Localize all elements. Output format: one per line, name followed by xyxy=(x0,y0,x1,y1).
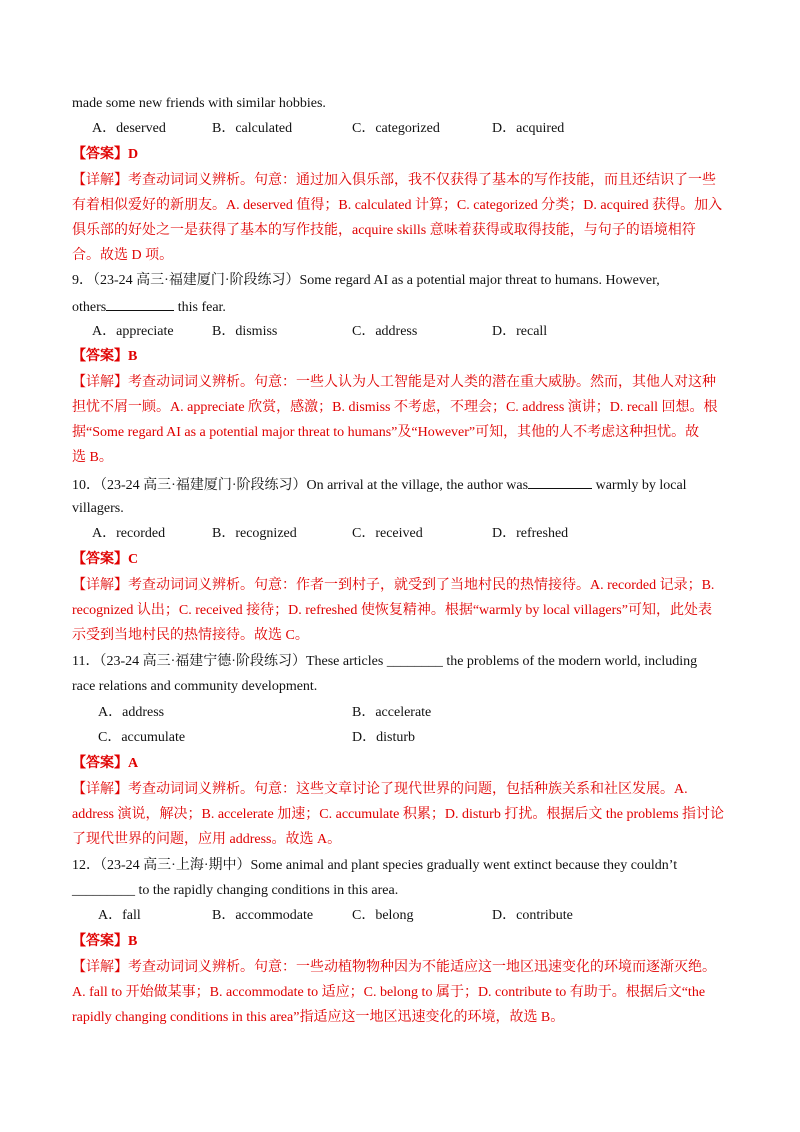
q9-option-a: A．appreciate xyxy=(92,324,174,339)
q10-option-c: C．received xyxy=(352,526,423,541)
q8-option-c: C．categorized xyxy=(352,121,440,136)
q9-explain-line: 选 B。 xyxy=(72,450,113,465)
q9-option-d: D．recall xyxy=(492,324,548,339)
q9-answer: 【答案】B xyxy=(72,349,138,364)
q11-option-a: A．address xyxy=(98,705,165,720)
q10-text-pre: 10．（23-24 高三·福建厦门·阶段练习）On arrival at the village, the author was xyxy=(72,478,529,493)
q11-option-b: B．accelerate xyxy=(352,705,432,720)
q11-option-d: D．disturb xyxy=(352,730,415,745)
q10-explain-line: recognized 认出；C. received 接待；D. refreshed 使恢复精神。根据“warmly by local villagers”可知，此处表 xyxy=(72,603,712,618)
q10-answer-blank xyxy=(528,474,592,489)
q11-question-line-2: race relations and community development. xyxy=(72,679,318,694)
q10-answer: 【答案】C xyxy=(72,552,139,567)
intro-line: made some new friends with similar hobbies. xyxy=(72,96,326,111)
q12-explain-line: 【详解】考查动词词义辨析。句意：一些动植物物种因为不能适应这一地区迅速变化的环境而逐渐灭绝。 xyxy=(72,960,716,975)
q8-explain-line: 【详解】考查动词词义辨析。句意：通过加入俱乐部，我不仅获得了基本的写作技能，而且还结识了一些 xyxy=(72,173,716,188)
q10-option-d: D．refreshed xyxy=(492,526,569,541)
q8-explain-line: 有着相似爱好的新朋友。A. deserved 值得；B. calculated 计算；C. categorized 分类；D. acquired 获得。加入 xyxy=(72,198,723,213)
q12-explain-line: rapidly changing conditions in this area”指适应这一地区迅速变化的环境，故选 B。 xyxy=(72,1010,565,1025)
q12-question-line: 12．（23-24 高三·上海·期中）Some animal and plant species gradually went extinct because they couldn’t xyxy=(72,858,678,873)
q9-question-line: 9．（23-24 高三·福建厦门·阶段练习）Some regard AI as a potential major threat to humans. However, xyxy=(72,273,660,288)
q12-option-b: B．accommodate xyxy=(212,908,314,923)
q10-text-post: warmly by local xyxy=(592,478,687,493)
q12-option-c: C．belong xyxy=(352,908,414,923)
q9-text-post: this fear. xyxy=(174,300,226,315)
q9-option-c: C．address xyxy=(352,324,418,339)
q11-explain-line: 了现代世界的问题，应用 address。故选 A。 xyxy=(72,832,342,847)
q10-question-line-2: villagers. xyxy=(72,501,124,516)
q9-answer-blank xyxy=(106,296,174,311)
q10-option-b: B．recognized xyxy=(212,526,297,541)
q10-option-a: A．recorded xyxy=(92,526,166,541)
q8-option-a: A．deserved xyxy=(92,121,166,136)
q8-explain-line: 俱乐部的好处之一是获得了基本的写作技能，acquire skills 意味着获得或取得技能，与句子的语境相符 xyxy=(72,223,696,238)
q8-option-d: D．acquired xyxy=(492,121,565,136)
q9-explain-line: 据“Some regard AI as a potential major threat to humans”及“However”可知，其他的人不考虑这种担忧。故 xyxy=(72,425,700,440)
q8-explain-line: 合。故选 D 项。 xyxy=(72,248,174,263)
q11-question-line: 11．（23-24 高三·福建宁德·阶段练习）These articles ________ the problems of the modern world, including xyxy=(72,654,698,669)
q8-option-b: B．calculated xyxy=(212,121,293,136)
q10-question-line xyxy=(72,474,687,496)
q11-option-c: C．accumulate xyxy=(98,730,186,745)
q11-explain-line: address 演说，解决；B. accelerate 加速；C. accumulate 积累；D. disturb 打扰。根据后文 the problems 指讨论 xyxy=(72,807,725,822)
q11-answer: 【答案】A xyxy=(72,756,139,771)
q9-option-b: B．dismiss xyxy=(212,324,278,339)
q9-explain-line: 【详解】考查动词词义辨析。句意：一些人认为人工智能是对人类的潜在重大威胁。然而，其他人对这种 xyxy=(72,375,716,390)
q12-explain-line: A. fall to 开始做某事；B. accommodate to 适应；C. belong to 属于；D. contribute to 有助于。根据后文“the xyxy=(72,985,706,1000)
q12-option-d: D．contribute xyxy=(492,908,573,923)
q12-option-a: A．fall xyxy=(98,908,141,923)
q10-explain-line: 示受到当地村民的热情接待。故选 C。 xyxy=(72,628,309,643)
q8-answer: 【答案】D xyxy=(72,147,139,162)
q12-question-line-2: _________ to the rapidly changing conditions in this area. xyxy=(72,883,399,898)
q9-explain-line: 担忧不屑一顾。A. appreciate 欣赏，感激；B. dismiss 不考虑，不理会；C. address 演讲；D. recall 回想。根 xyxy=(72,400,718,415)
q11-explain-line: 【详解】考查动词词义辨析。句意：这些文章讨论了现代世界的问题，包括种族关系和社区发展。A. xyxy=(72,782,688,797)
q9-question-line-2 xyxy=(72,296,226,318)
q9-text-pre: others xyxy=(72,300,107,315)
q10-explain-line: 【详解】考查动词词义辨析。句意：作者一到村子，就受到了当地村民的热情接待。A. recorded 记录；B. xyxy=(72,578,715,593)
q12-answer: 【答案】B xyxy=(72,934,138,949)
